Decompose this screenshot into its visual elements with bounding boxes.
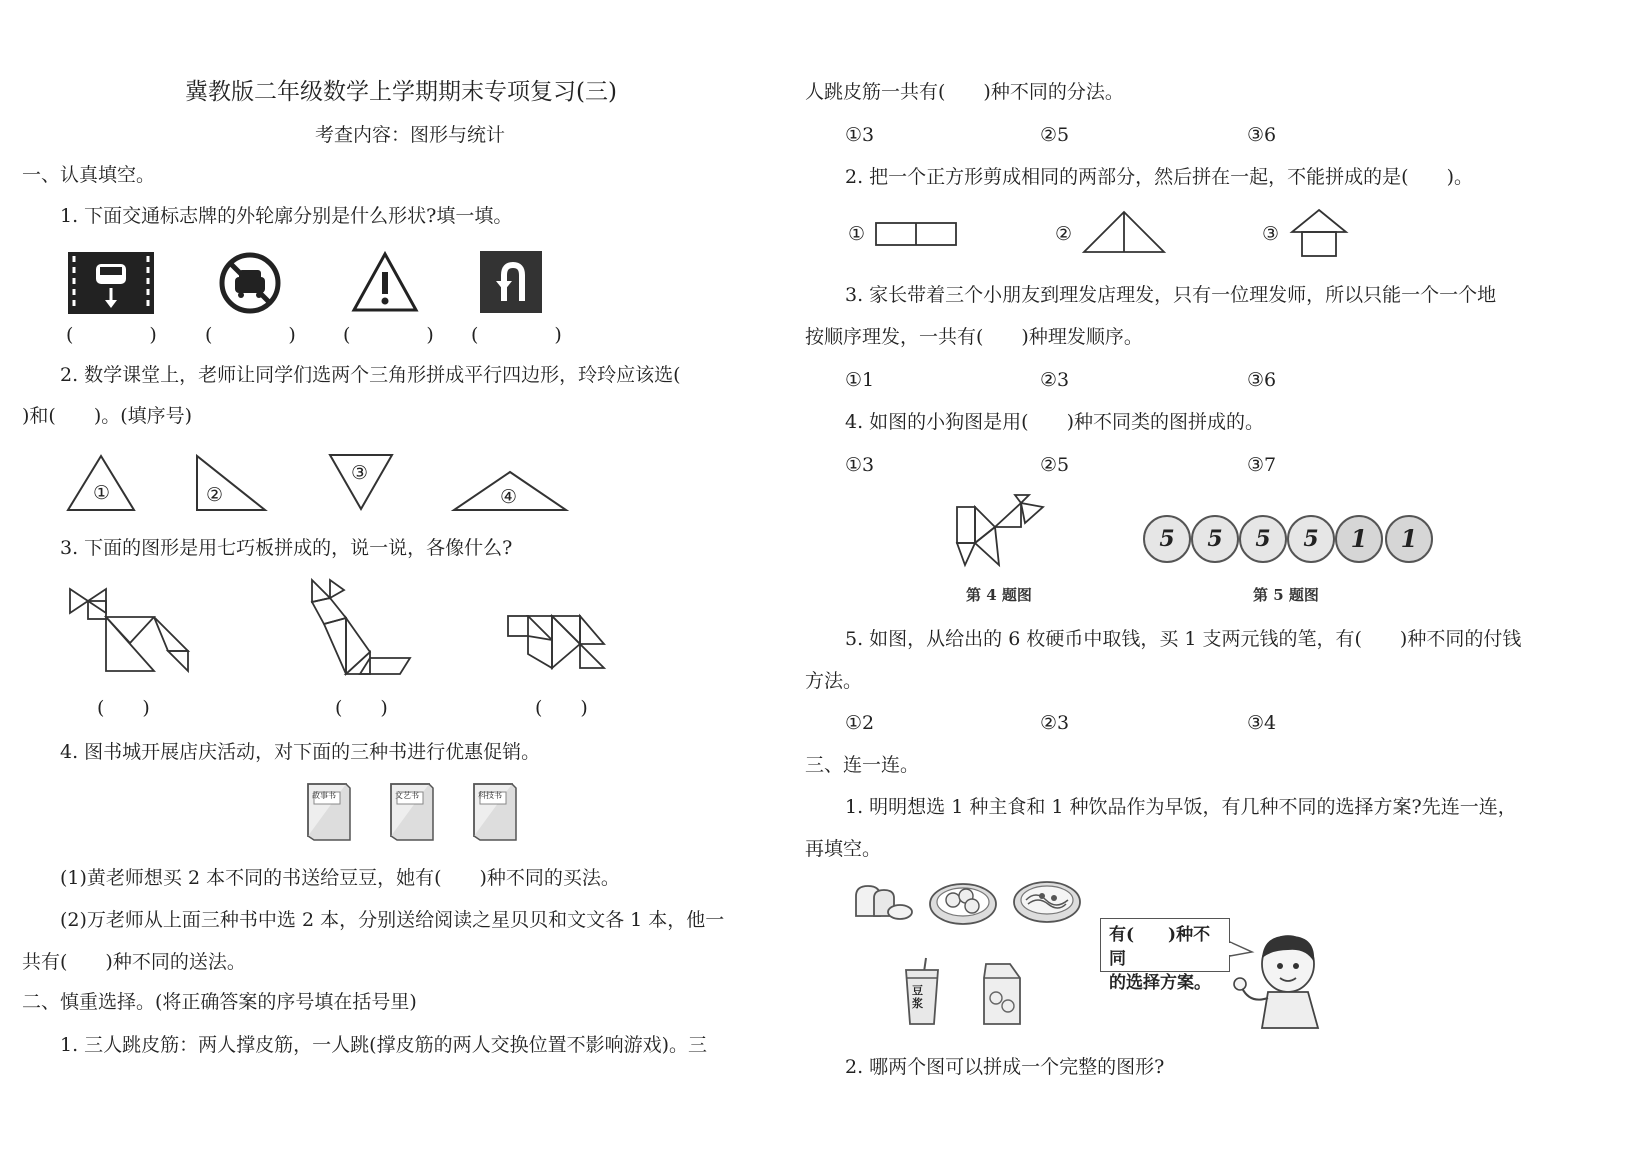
s2-q3-text-line2: 按顺序理发，一共有( )种理发顺序。: [805, 326, 1143, 348]
s3-q1-text-line1: 1. 明明想选 1 种主食和 1 种饮品作为早饭，有几种不同的选择方案?先连一连，: [845, 796, 1517, 818]
coin-5: 1: [1335, 515, 1383, 563]
fig4-caption: 第 4 题图: [966, 586, 1032, 604]
s1-q4-text: 4. 图书城开展店庆活动，对下面的三种书进行优惠促销。: [60, 741, 541, 763]
s2-q4-option-1[interactable]: ①3: [845, 454, 875, 476]
speech-bubble: [1100, 918, 1230, 993]
no-car-sign-icon: [219, 252, 281, 314]
s2-q2-label-1[interactable]: ①: [848, 223, 866, 245]
s2-q2-label-3[interactable]: ③: [1262, 223, 1280, 245]
s2-q2-text: 2. 把一个正方形剪成相同的两部分，然后拼在一起，不能拼成的是( )。: [845, 166, 1473, 188]
s2-q3-option-2[interactable]: ②3: [1040, 369, 1070, 391]
s2-q1-text-line2: 人跳皮筋一共有( )种不同的分法。: [805, 81, 1124, 103]
s2-q1-option-3[interactable]: ③6: [1247, 124, 1277, 146]
big-triangle-shape: [1082, 210, 1166, 254]
s2-q3-text-line1: 3. 家长带着三个小朋友到理发店理发，只有一位理发师，所以只能一个一个地: [845, 284, 1497, 306]
tangram-fox-figure: [68, 587, 190, 673]
s2-q5-option-3[interactable]: ③4: [1247, 712, 1277, 734]
s1-q3-blank-3[interactable]: ( ): [535, 697, 588, 719]
triangle-1-label: ①: [93, 482, 111, 504]
s2-q5-text-line1: 5. 如图，从给出的 6 枚硬币中取钱，买 1 支两元钱的笔，有( )种不同的付钱: [845, 628, 1522, 650]
s3-q1-text-line2: 再填空。: [805, 838, 882, 860]
s1-q1-blank-2[interactable]: ( ): [205, 324, 296, 346]
coin-row: [1143, 515, 1439, 563]
warning-triangle-sign-icon: [352, 252, 418, 312]
s2-q5-option-2[interactable]: ②3: [1040, 712, 1070, 734]
s2-q1-option-2[interactable]: ②5: [1040, 124, 1070, 146]
triangle-3-label: ③: [351, 462, 369, 484]
s2-q4-option-2[interactable]: ②5: [1040, 454, 1070, 476]
s2-q1-text-line1: 1. 三人跳皮筋：两人撑皮筋，一人跳(撑皮筋的两人交换位置不影响游戏)。三: [60, 1034, 707, 1056]
fig5-caption: 第 5 题图: [1253, 586, 1319, 604]
section-1-heading: 一、认真填空。: [22, 164, 156, 186]
book-1-label: 故事书: [312, 791, 336, 800]
triangle-2-label: ②: [206, 484, 224, 506]
tangram-cat-figure: [310, 578, 412, 678]
book-3-label: 科技书: [478, 791, 502, 800]
coin-4: 5: [1287, 515, 1335, 563]
s2-q3-option-3[interactable]: ③6: [1247, 369, 1277, 391]
milk-carton-icon: [980, 962, 1024, 1026]
s1-q4-2-text-line2: 共有( )种不同的送法。: [22, 951, 246, 973]
book-2-label: 文艺书: [395, 791, 419, 800]
page-title: 冀教版二年级数学上学期期末专项复习(三): [185, 79, 617, 105]
bubble-line-1: 有( )种不同: [1109, 925, 1211, 969]
s1-q2-text-line1: 2. 数学课堂上，老师让同学们选两个三角形拼成平行四边形，玲玲应该选(: [60, 364, 681, 386]
coin-2: 5: [1191, 515, 1239, 563]
u-turn-sign-icon: [480, 251, 542, 313]
s1-q3-blank-2[interactable]: ( ): [335, 697, 388, 719]
coin-1: 5: [1143, 515, 1191, 563]
page-subtitle: 考查内容：图形与统计: [315, 124, 506, 146]
section-2-heading: 二、慎重选择。(将正确答案的序号填在括号里): [22, 991, 417, 1013]
s1-q1-text: 1. 下面交通标志牌的外轮廓分别是什么形状?填一填。: [60, 205, 513, 227]
bubble-line-2: 的选择方案。: [1109, 973, 1211, 993]
s1-q1-blank-1[interactable]: ( ): [66, 324, 157, 346]
s1-q2-text-line2: )和( )。(填序号): [22, 405, 193, 427]
coin-6: 1: [1385, 515, 1433, 563]
tangram-animal-figure: [506, 614, 606, 670]
s1-q1-blank-3[interactable]: ( ): [343, 324, 434, 346]
dumpling-plate-icon: [928, 876, 998, 926]
noodle-bowl-icon: [1012, 876, 1082, 924]
triangle-4-label: ④: [500, 486, 518, 508]
house-shape: [1290, 208, 1348, 258]
s3-q2-text: 2. 哪两个图可以拼成一个完整的图形?: [845, 1056, 1165, 1078]
s2-q2-label-2[interactable]: ②: [1055, 223, 1073, 245]
s1-q3-text: 3. 下面的图形是用七巧板拼成的，说一说，各像什么?: [60, 537, 513, 559]
bread-icon: [852, 882, 914, 922]
rectangle-shape: [875, 222, 957, 246]
s2-q3-option-1[interactable]: ①1: [845, 369, 875, 391]
coin-3: 5: [1239, 515, 1287, 563]
s2-q5-option-1[interactable]: ①2: [845, 712, 875, 734]
section-3-heading: 三、连一连。: [805, 754, 920, 776]
tangram-dog-figure: [955, 493, 1045, 567]
s2-q4-text: 4. 如图的小狗图是用( )种不同类的图拼成的。: [845, 411, 1264, 433]
s1-q4-1-text: (1)黄老师想买 2 本不同的书送给豆豆，她有( )种不同的买法。: [60, 867, 620, 889]
s1-q1-blank-4[interactable]: ( ): [471, 324, 562, 346]
road-lane-sign-icon: [68, 252, 154, 314]
s1-q4-2-text-line1: (2)万老师从上面三种书中选 2 本，分别送给阅读之星贝贝和文文各 1 本，他一: [60, 909, 725, 931]
soy-milk-cup-label: 豆浆: [912, 984, 923, 1010]
s2-q5-text-line2: 方法。: [805, 670, 863, 692]
s1-q3-blank-1[interactable]: ( ): [97, 697, 150, 719]
s2-q1-option-1[interactable]: ①3: [845, 124, 875, 146]
boy-character-icon: [1228, 928, 1328, 1030]
s2-q4-option-3[interactable]: ③7: [1247, 454, 1277, 476]
